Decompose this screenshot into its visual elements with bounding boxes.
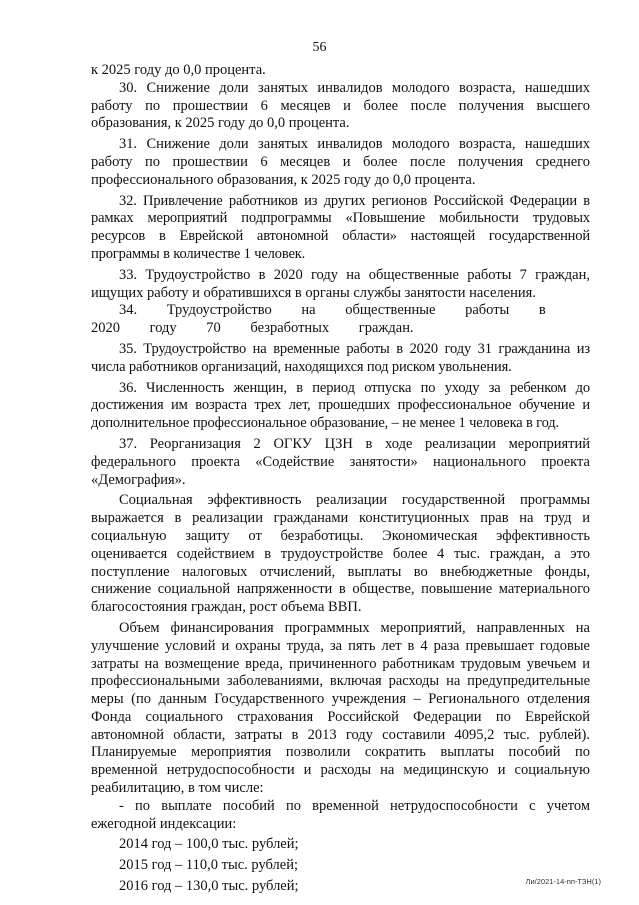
paragraph-item-35: 35. Трудоустройство на временные работы в 2020 году 31 гражданина из числа работников организаций, находящихся под риском увольнения. xyxy=(91,340,590,375)
paragraph-item-30: 30. Снижение доли занятых инвалидов молодого возраста, нашедших работу по прошествии 6 месяцев и более после получения высшего образования, к 2025 году до 0,0 процента. xyxy=(91,79,590,132)
document-body xyxy=(91,62,590,896)
paragraph-item-37: 37. Реорганизация 2 ОГКУ ЦЗН в ходе реализации мероприятий федерального проекта «Содействие занятости» национального проекта «Демография». xyxy=(91,435,590,488)
year-item-2015: 2015 год – 110,0 тыс. рублей; xyxy=(119,857,298,874)
year-item-2016: 2016 год – 130,0 тыс. рублей; xyxy=(119,878,299,895)
page-number: 56 xyxy=(312,40,327,55)
year-item-2014: 2014 год – 100,0 тыс. рублей; xyxy=(119,836,299,853)
paragraph-continuation: к 2025 году до 0,0 процента. xyxy=(91,62,266,78)
paragraph-item-34: 34. Трудоустройство на общественные работы в 2020 году 70 безработных граждан. xyxy=(91,302,546,337)
footer-document-code: Ли/2021-14-пп-ТЗН(1) xyxy=(525,877,601,886)
paragraph-item-33: 33. Трудоустройство в 2020 году на общественные работы 7 граждан, ищущих работу и обратившихся в органы службы занятости населения. xyxy=(91,266,590,301)
paragraph-item-32: 32. Привлечение работников из других регионов Российской Федерации в рамках мероприятий подпрограммы «Повышение мобильности трудовых ресурсов в Еврейской автономной области» настоящей государственной программы в количестве 1 человек. xyxy=(91,192,590,262)
paragraph-financing: Объем финансирования программных мероприятий, направленных на улучшение условий и охраны труда, за пять лет в 4 раза превышает годовые затраты на возмещение вреда, причиненного работникам трудовым увечьем и профессиональными заболеваниями, включая расходы на предупредительные меры (по данным Государственного учреждения – Регионального отделения Фонда социального страхования Российской Федерации по Еврейской автономной области, затраты в 2013 году составили 4095,2 тыс. рублей). Планируемые мероприятия позволили сократить выплаты пособий по временной нетрудоспособности и расходы на медицинскую и социальную реабилитацию, в том числе: xyxy=(91,619,590,797)
paragraph-benefits-intro: - по выплате пособий по временной нетрудоспособности с учетом ежегодной индексации: xyxy=(91,797,590,832)
paragraph-social-efficiency: Социальная эффективность реализации государственной программы выражается в реализации гражданами конституционных прав на труд и социальную защиту от безработицы. Экономическая эффективность оценивается содействием в трудоустройстве более 4 тыс. граждан, а это поступление налоговых отчислений, выплаты во внебюджетные фонды, снижение социальной напряженности в обществе, повышение материального благосостояния граждан, рост объема ВВП. xyxy=(91,492,590,616)
paragraph-item-31: 31. Снижение доли занятых инвалидов молодого возраста, нашедших работу по прошествии 6 месяцев и более после получения среднего профессионального образования, к 2025 году до 0,0 процента. xyxy=(91,136,590,188)
paragraph-item-36: 36. Численность женщин, в период отпуска по уходу за ребенком до достижения им возраста трех лет, прошедших профессиональное обучение и дополнительное профессиональное образование, – не менее 1 человека в год. xyxy=(91,379,590,432)
